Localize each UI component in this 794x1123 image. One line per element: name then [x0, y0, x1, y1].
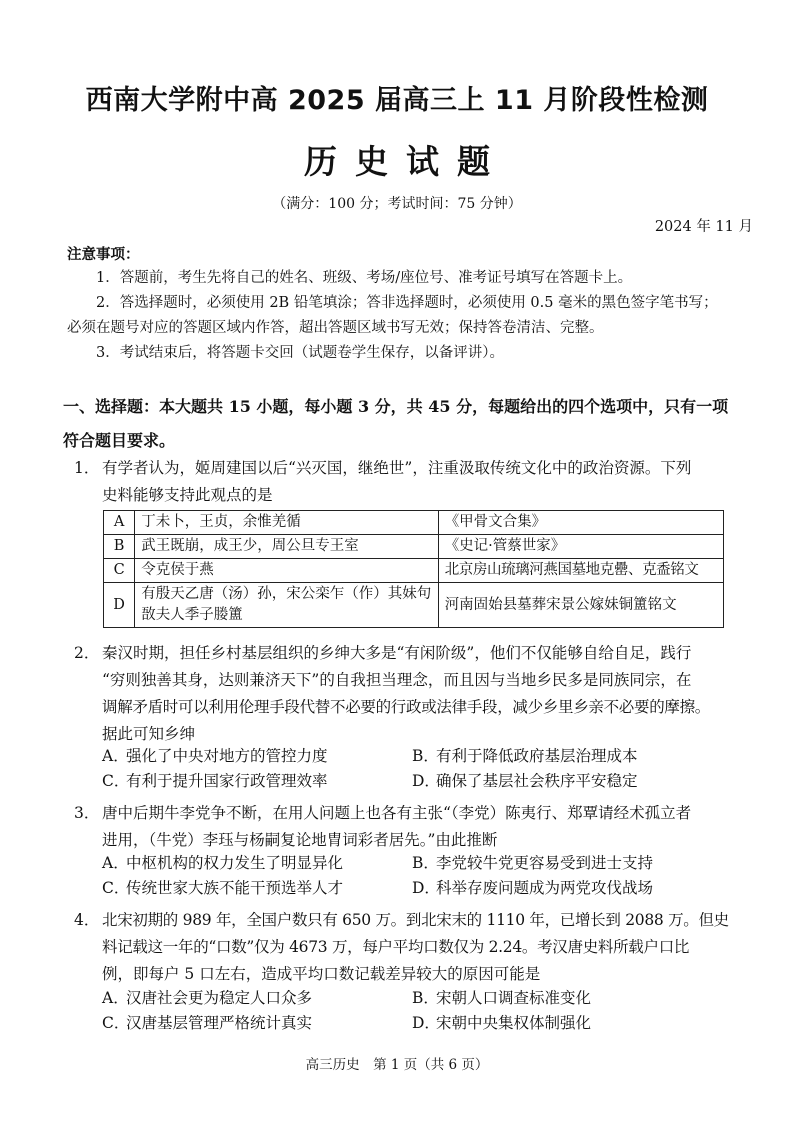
question-text-line: 进用，（牛党）李珏与杨嗣复论地胄词彩者居先。”由此推断	[102, 831, 498, 849]
option-text: 汉唐基层管理严格统计真实	[126, 1014, 313, 1032]
option-a	[102, 851, 412, 876]
option-letter: C．	[102, 772, 130, 790]
option-d	[412, 1011, 722, 1036]
section-text: 一、选择题：本大题共 15 小题，每小题 3 分，共 45 分，每题给出的四个选项中，只有一项符合题目要求。	[63, 397, 729, 450]
table-row	[104, 535, 724, 559]
notice-heading: 注意事项：	[67, 246, 140, 263]
question-text-line: 例，即每户 5 口左右，造成平均口数记载差异较大的原因可能是	[102, 965, 541, 983]
option-letter: A．	[102, 854, 129, 872]
table-cell-text: 武王既崩，成王少，周公旦专王室	[135, 535, 438, 559]
question-number: 2．	[74, 644, 100, 662]
exam-info: （满分：100 分；考试时间：75 分钟）	[272, 196, 522, 212]
option-text: 科举存废问题成为两党攻伐战场	[436, 879, 654, 897]
section-heading	[63, 390, 733, 458]
option-a	[102, 744, 412, 769]
table-cell-source: 《史记·管蔡世家》	[438, 535, 723, 559]
source-table	[103, 510, 724, 628]
option-letter: A．	[102, 747, 129, 765]
question-text-line: 秦汉时期，担任乡村基层组织的乡绅大多是“有闲阶级”，他们不仅能够自给自足，践行	[102, 644, 692, 662]
exam-title: 西南大学附中高 2025 届高三上 11 月阶段性检测	[85, 85, 709, 116]
table-cell-letter: C	[104, 559, 135, 583]
table-cell-text: 丁未卜，王贞，余惟羌循	[135, 511, 438, 535]
question-text-line: 北宋初期的 989 年，全国户数只有 650 万。到北宋末的 1110 年，已增长到 2088 万。但史	[102, 911, 729, 929]
question-4	[74, 907, 739, 988]
question-text-line: 有学者认为，姬周建国以后“兴灭国，继绝世”，注重汲取传统文化中的政治资源。下列	[102, 459, 692, 477]
question-number: 4．	[74, 911, 100, 929]
option-c	[102, 1011, 412, 1036]
option-letter: D．	[412, 879, 440, 897]
question-number: 3．	[74, 804, 100, 822]
question-text-line: “穷则独善其身，达则兼济天下”的自我担当理念，而且因与当地乡民多是同族同宗，在	[102, 671, 692, 689]
question-3-options	[102, 851, 742, 901]
notice-item-3: 3．考试结束后，将答题卡交回（试题卷学生保存，以备评讲）。	[96, 345, 504, 361]
option-letter: B．	[412, 854, 439, 872]
option-text: 汉唐社会更为稳定人口众多	[126, 989, 313, 1007]
table-cell-letter: B	[104, 535, 135, 559]
option-d	[412, 769, 722, 794]
subject-title: 历史试题	[304, 142, 508, 181]
table-cell-source: 《甲骨文合集》	[438, 511, 723, 535]
option-text: 有利于降低政府基层治理成本	[436, 747, 638, 765]
question-text-line: 史料能够支持此观点的是	[102, 486, 273, 504]
table-cell-letter: D	[104, 583, 135, 628]
question-text-line: 据此可知乡绅	[102, 725, 196, 743]
question-2-options	[102, 744, 742, 794]
option-text: 李党较牛党更容易受到进士支持	[436, 854, 654, 872]
option-a	[102, 986, 412, 1011]
question-3	[74, 800, 739, 854]
table-cell-text: 令克侯于燕	[135, 559, 438, 583]
option-b	[412, 744, 722, 769]
option-c	[102, 876, 412, 901]
option-letter: A．	[102, 989, 129, 1007]
option-letter: B．	[412, 989, 439, 1007]
notice-item-1: 1．答题前，考生先将自己的姓名、班级、考场/座位号、准考证号填写在答题卡上。	[96, 270, 633, 286]
option-c	[102, 769, 412, 794]
option-b	[412, 851, 722, 876]
option-text: 宋朝中央集权体制强化	[436, 1014, 592, 1032]
option-letter: C．	[102, 879, 130, 897]
question-number: 1．	[74, 459, 100, 477]
option-letter: D．	[412, 772, 440, 790]
table-row	[104, 583, 724, 628]
table-cell-text: 有殷天乙唐（汤）孙，宋公栾乍（作）其妹句敔夫人季子媵簠	[135, 583, 438, 628]
option-text: 传统世家大族不能干预选举人才	[126, 879, 344, 897]
page-footer: 高三历史 第 1 页（共 6 页）	[305, 1057, 489, 1073]
option-text: 有利于提升国家行政管理效率	[126, 772, 328, 790]
question-2	[74, 640, 739, 748]
exam-date: 2024 年 11 月	[654, 219, 753, 235]
table-cell-source: 河南固始县墓葬宋景公嫁妹铜簠铭文	[438, 583, 723, 628]
question-text-line: 唐中后期牛李党争不断，在用人问题上也各有主张“（李党）陈夷行、郑覃请经术孤立者	[102, 804, 692, 822]
table-cell-source: 北京房山琉璃河燕国墓地克罍、克盉铭文	[438, 559, 723, 583]
option-text: 强化了中央对地方的管控力度	[126, 747, 328, 765]
table-row	[104, 559, 724, 583]
option-letter: B．	[412, 747, 439, 765]
question-4-options	[102, 986, 742, 1036]
option-text: 确保了基层社会秩序平安稳定	[436, 772, 638, 790]
question-text-line: 料记载这一年的“口数”仅为 4673 万，每户平均口数仅为 2.24。考汉唐史料所载户口比	[102, 938, 690, 956]
option-text: 中枢机构的权力发生了明显异化	[126, 854, 344, 872]
option-b	[412, 986, 722, 1011]
option-d	[412, 876, 722, 901]
option-letter: D．	[412, 1014, 440, 1032]
question-1	[74, 455, 739, 509]
notice-item-2: 2．答选择题时，必须使用 2B 铅笔填涂；答非选择题时，必须使用 0.5 毫米的黑色签字笔书写；必须在题号对应的答题区域内作答，超出答题区域书写无效；保持答卷清洁、完整。	[67, 295, 718, 336]
table-row	[104, 511, 724, 535]
option-text: 宋朝人口调查标准变化	[436, 989, 592, 1007]
table-cell-letter: A	[104, 511, 135, 535]
question-text-line: 调解矛盾时可以利用伦理手段代替不必要的行政或法律手段，减少乡里乡亲不必要的摩擦。	[102, 698, 711, 716]
option-letter: C．	[102, 1014, 130, 1032]
